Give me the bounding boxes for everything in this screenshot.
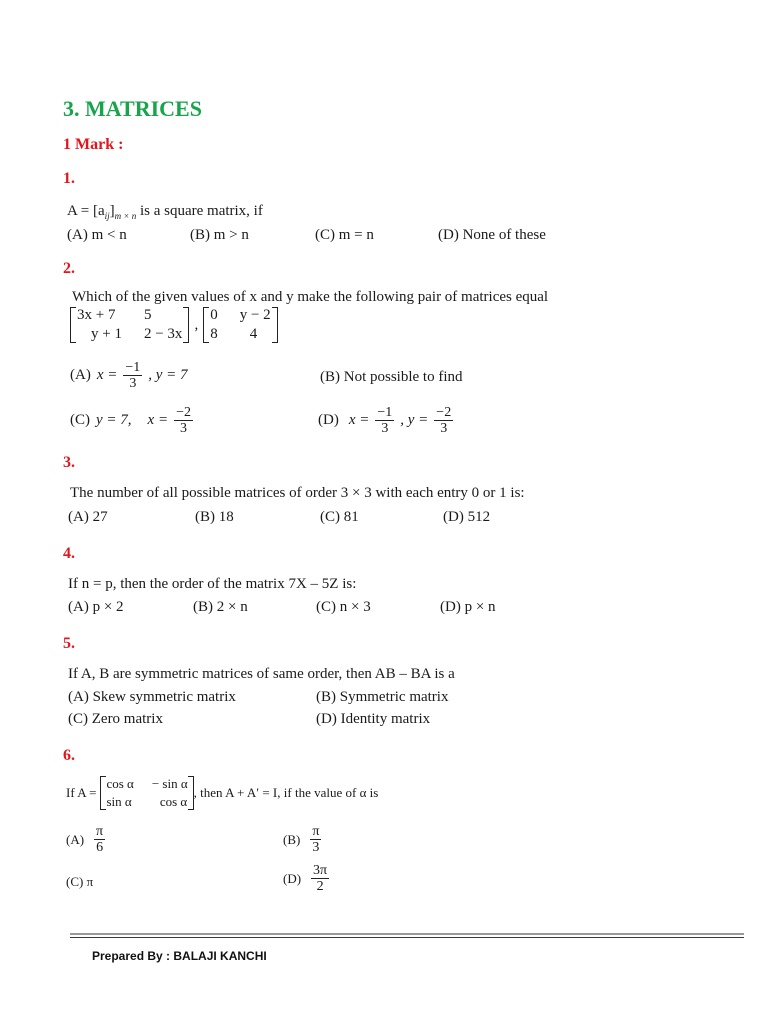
footer-divider-bottom (70, 937, 744, 938)
q6-m-cell: − sin α (151, 776, 188, 791)
q1-stem-sub: ij (104, 211, 110, 221)
q6-opt-b-frac (310, 824, 321, 855)
q2-m1-cell: 5 (143, 307, 152, 323)
footer-credit: Prepared By : BALAJI KANCHI (92, 949, 267, 963)
q6-opt-b-label: (B) (283, 831, 301, 847)
q6-m-cell: cos α (106, 776, 134, 791)
q2-opt-d-frac2 (434, 405, 453, 436)
q2-opt-d-label: (D) (318, 412, 339, 428)
frac-num: −1 (377, 405, 393, 420)
q2-m2-cell: y − 2 (239, 307, 271, 323)
q3-option-a: (A) 27 (68, 509, 108, 525)
q5-option-d: (D) Identity matrix (316, 711, 431, 727)
q6-m-cell: sin α (106, 794, 132, 809)
q4-option-c: (C) n × 3 (316, 599, 371, 615)
frac-num: −2 (176, 405, 191, 420)
q3-option-d: (D) 512 (443, 509, 491, 525)
question-number-6: 6. (63, 747, 75, 764)
q2-separator: , (194, 316, 199, 333)
question-number-4: 4. (63, 545, 75, 562)
q6-matrix (100, 776, 193, 810)
question-6-stem (66, 776, 378, 810)
q2-option-c (70, 405, 193, 436)
q2-opt-d-y: , y = (400, 412, 429, 428)
frac-den: 3 (381, 421, 389, 436)
q2-m2-cell: 0 (210, 307, 218, 323)
q4-option-b: (B) 2 × n (193, 599, 248, 615)
q2-m1-cell: 2 − 3x (143, 326, 183, 342)
question-3-stem: The number of all possible matrices of order 3 × 3 with each entry 0 or 1 is: (70, 485, 525, 501)
q2-opt-a-label: (A) (70, 367, 91, 383)
question-number-2: 2. (63, 260, 75, 277)
q2-option-b: (B) Not possible to find (320, 369, 463, 385)
frac-den: 2 (316, 879, 324, 894)
frac-den: 3 (312, 840, 320, 855)
question-4-stem: If n = p, then the order of the matrix 7X – 5Z is: (68, 576, 357, 592)
q2-opt-c-y: y = 7, (96, 412, 132, 428)
q6-option-d (283, 863, 329, 894)
q1-stem-sub2: m × n (114, 211, 137, 221)
q1-stem-c: is a square matrix, if (136, 203, 263, 219)
q1-option-b: (B) m > n (190, 227, 249, 243)
q1-stem-a: A = [a (67, 203, 105, 219)
q6-m-cell: cos α (159, 794, 188, 809)
q2-opt-a-frac (123, 360, 142, 391)
q2-m2-cell: 8 (210, 326, 218, 342)
question-number-3: 3. (63, 454, 75, 471)
frac-num: −1 (125, 360, 141, 375)
q2-m2-cell: 4 (249, 326, 258, 342)
frac-num: −2 (436, 405, 452, 420)
q2-m1-cell: 3x + 7 (77, 307, 116, 323)
question-2-stem: Which of the given values of x and y make the following pair of matrices equal (72, 289, 549, 305)
q2-opt-a-rest: , y = 7 (148, 367, 188, 383)
frac-den: 3 (180, 421, 188, 436)
q2-opt-d-x: x = (348, 412, 370, 428)
frac-den: 6 (96, 840, 104, 855)
frac-den: 3 (129, 376, 137, 391)
q2-option-d (318, 405, 453, 436)
q3-option-c: (C) 81 (320, 509, 359, 525)
q6-stem-b: , then A + A′ = I, if the value of α is (193, 785, 379, 800)
q5-option-b: (B) Symmetric matrix (316, 689, 449, 705)
q2-matrices (70, 307, 278, 343)
q1-option-d: (D) None of these (438, 227, 546, 243)
q4-option-d: (D) p × n (440, 599, 496, 615)
q6-stem-a: If A = (66, 785, 97, 800)
frac-num: 3π (313, 863, 328, 878)
q4-option-a: (A) p × 2 (68, 599, 124, 615)
q2-matrix-left (70, 307, 189, 343)
q6-opt-a-label: (A) (66, 831, 85, 847)
frac-num: π (96, 824, 104, 839)
question-number-1: 1. (63, 170, 75, 187)
q2-opt-c-frac (174, 405, 193, 436)
section-label: 1 Mark : (63, 136, 124, 153)
q6-option-a (66, 824, 105, 855)
q2-opt-c-label: (C) (70, 412, 90, 428)
q5-option-c: (C) Zero matrix (68, 711, 163, 727)
q3-option-b: (B) 18 (195, 509, 234, 525)
footer-divider-top (70, 933, 744, 935)
q6-option-c: (C) π (66, 874, 94, 889)
chapter-title: 3. MATRICES (63, 96, 202, 121)
q2-matrix-right (203, 307, 277, 343)
q2-opt-a-x: x = (96, 367, 118, 383)
q2-option-a (70, 360, 188, 391)
q6-opt-d-label: (D) (283, 870, 302, 886)
q2-opt-d-frac1 (375, 405, 394, 436)
q6-option-b (283, 824, 321, 855)
q6-opt-d-frac (311, 863, 329, 894)
frac-num: π (312, 824, 320, 839)
q6-opt-a-frac (94, 824, 105, 855)
q2-opt-c-x: x = (147, 412, 169, 428)
q2-m1-cell: y + 1 (91, 326, 122, 342)
q5-option-a: (A) Skew symmetric matrix (68, 689, 236, 705)
q1-option-a: (A) m < n (67, 227, 127, 243)
question-1-stem (67, 203, 263, 221)
q1-option-c: (C) m = n (315, 227, 374, 243)
frac-den: 3 (440, 421, 448, 436)
q1-stem-b: ] (109, 203, 115, 219)
question-number-5: 5. (63, 635, 75, 652)
question-5-stem: If A, B are symmetric matrices of same order, then AB – BA is a (68, 666, 455, 682)
